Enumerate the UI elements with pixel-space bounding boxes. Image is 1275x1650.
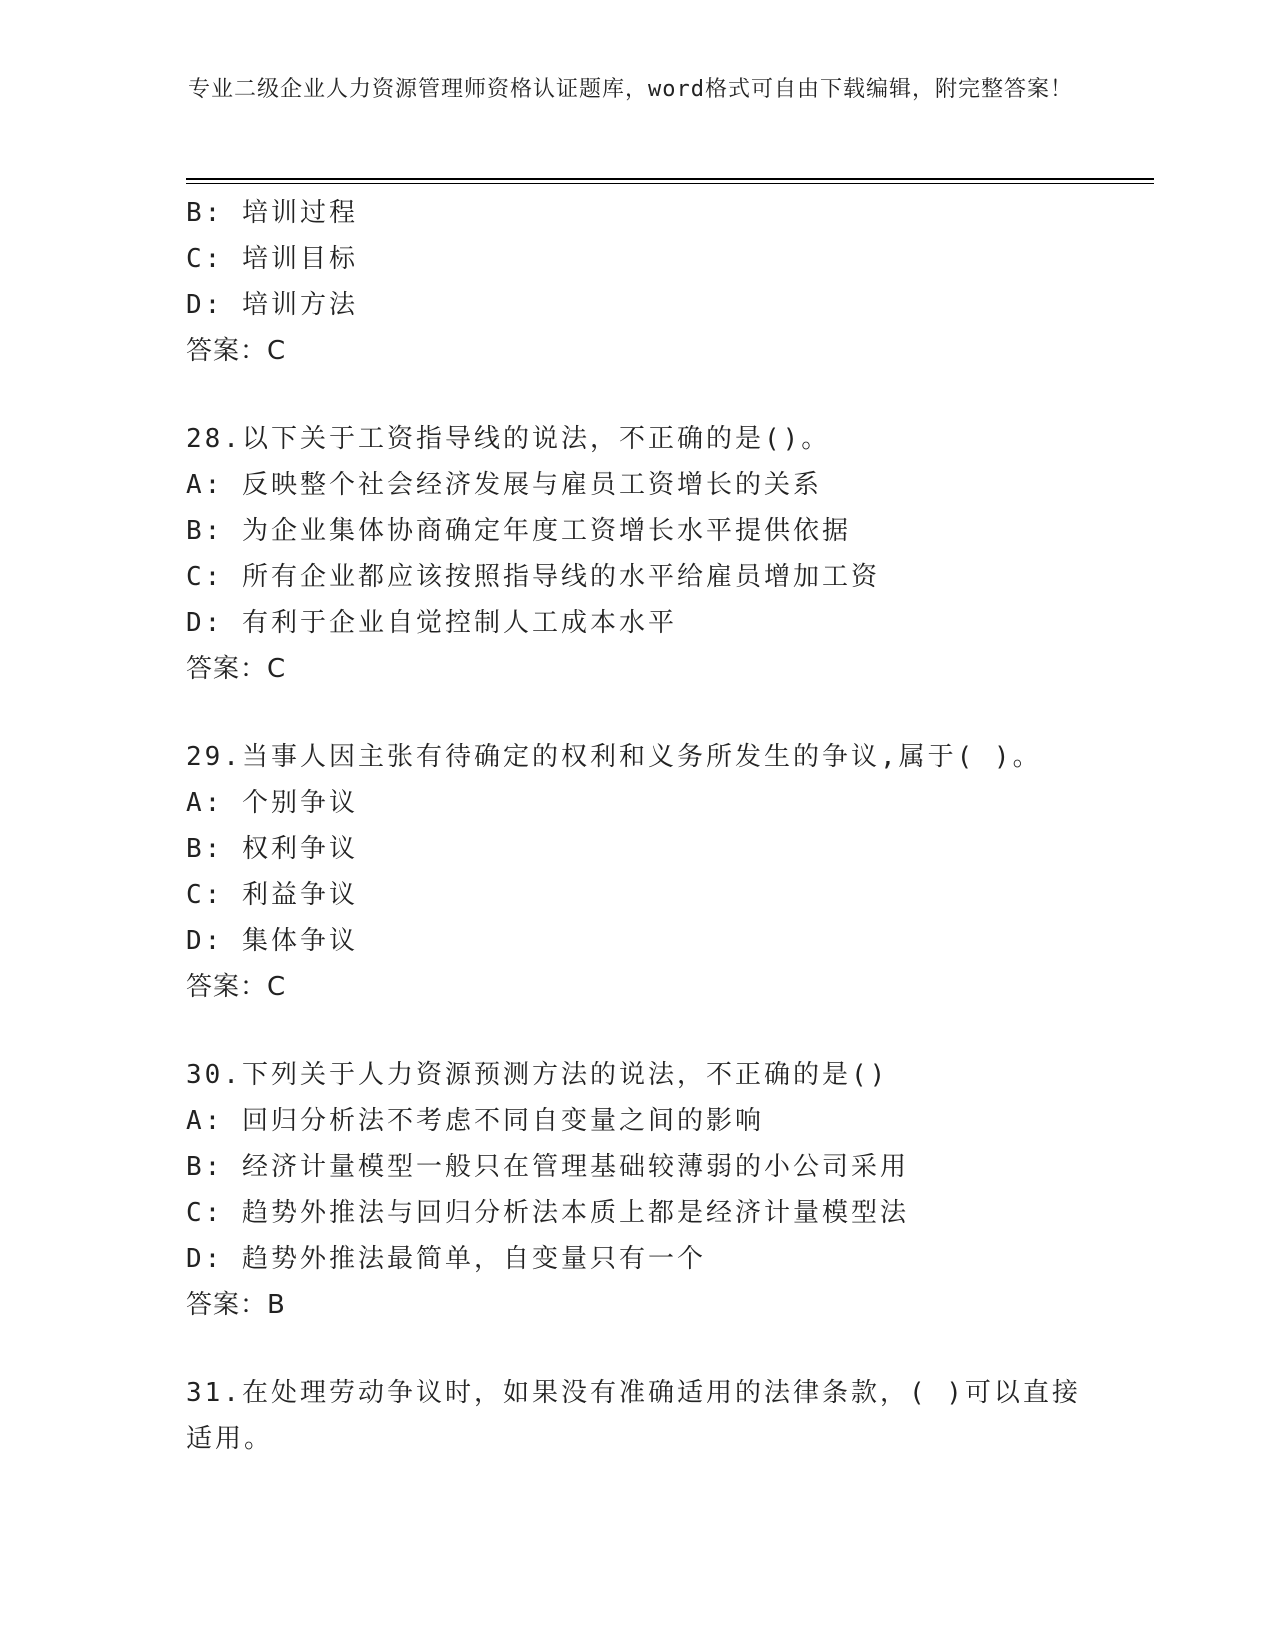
question-block-27 xyxy=(186,190,1086,374)
option-c: C: 培训目标 xyxy=(186,244,358,274)
question-text: 28.以下关于工资指导线的说法，不正确的是()。 xyxy=(186,424,831,454)
question-block-31 xyxy=(186,1370,1086,1462)
option-c: C: 趋势外推法与回归分析法本质上都是经济计量模型法 xyxy=(186,1198,909,1228)
page-header xyxy=(188,74,1088,105)
option-c: C: 所有企业都应该按照指导线的水平给雇员增加工资 xyxy=(186,562,880,592)
option-c: C: 利益争议 xyxy=(186,880,358,910)
option-a: A: 回归分析法不考虑不同自变量之间的影响 xyxy=(186,1106,764,1136)
option-b: B: 经济计量模型一般只在管理基础较薄弱的小公司采用 xyxy=(186,1152,909,1182)
question-text-line-1: 31.在处理劳动争议时，如果没有准确适用的法律条款，( )可以直接 xyxy=(186,1378,1081,1408)
option-d: D: 有利于企业自觉控制人工成本水平 xyxy=(186,608,677,638)
option-d: D: 趋势外推法最简单，自变量只有一个 xyxy=(186,1244,706,1274)
question-text: 29.当事人因主张有待确定的权利和义务所发生的争议,属于( )。 xyxy=(186,742,1042,772)
answer: 答案：C xyxy=(186,336,287,366)
header-rule-thick xyxy=(186,178,1154,180)
spacer xyxy=(186,1328,1086,1370)
header-text: 专业二级企业人力资源管理师资格认证题库，word格式可自由下载编辑，附完整答案！ xyxy=(188,77,1073,102)
option-b: B: 培训过程 xyxy=(186,198,358,228)
option-b: B: 权利争议 xyxy=(186,834,358,864)
spacer xyxy=(186,692,1086,734)
option-a: A: 反映整个社会经济发展与雇员工资增长的关系 xyxy=(186,470,822,500)
answer: 答案：C xyxy=(186,654,287,684)
question-block-30 xyxy=(186,1052,1086,1328)
spacer xyxy=(186,1010,1086,1052)
question-block-28 xyxy=(186,416,1086,692)
question-text-line-2: 适用。 xyxy=(186,1424,274,1454)
option-b: B: 为企业集体协商确定年度工资增长水平提供依据 xyxy=(186,516,851,546)
question-text: 30.下列关于人力资源预测方法的说法，不正确的是() xyxy=(186,1060,889,1090)
header-rule-thin xyxy=(186,183,1154,184)
spacer xyxy=(186,374,1086,416)
option-d: D: 培训方法 xyxy=(186,290,358,320)
question-block-29 xyxy=(186,734,1086,1010)
answer: 答案：B xyxy=(186,1290,286,1320)
answer: 答案：C xyxy=(186,972,287,1002)
option-d: D: 集体争议 xyxy=(186,926,358,956)
question-list xyxy=(186,190,1086,1462)
option-a: A: 个别争议 xyxy=(186,788,358,818)
